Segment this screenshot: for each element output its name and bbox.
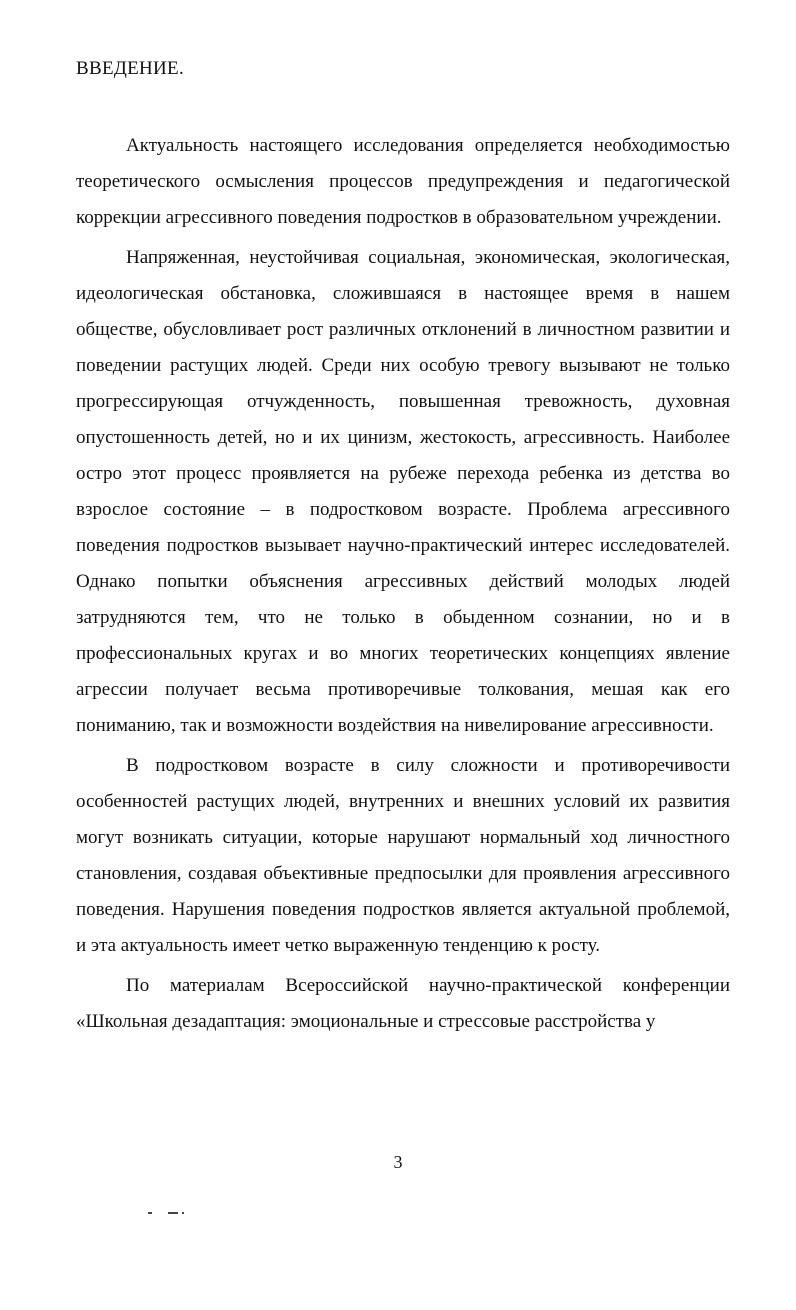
page-heading: ВВЕДЕНИЕ. (76, 58, 185, 79)
paragraph-social-context: Напряженная, неустойчивая социальная, экономическая, экологическая, идеологическая обстановка, сложившаяся в настоящее время в нашем обществе, обусловливает рост различных отклонений в личностном развитии и поведении растущих людей. Среди них особую тревогу вызывают не только прогрессирующая отчужденность, повышенная тревожность, духовная опустошенность детей, но и их цинизм, жестокость, агрессивность. Наиболее остро этот процесс проявляется на рубеже перехода ребенка из детства во взрослое состояние – в подростковом возрасте. Проблема агрессивного поведения подростков вызывает научно-практический интерес исследователей. Однако попытки объяснения агрессивных действий молодых людей затрудняются тем, что не только в обыденном сознании, но и в профессиональных кругах и во многих теоретических концепциях явление агрессии получает весьма противоречивые толкования, мешая как его пониманию, так и возможности воздействия на нивелирование агрессивности. (76, 247, 730, 736)
paragraph-conference: По материалам Всероссийской научно-практической конференции «Школьная дезадаптация: эмоциональные и стрессовые расстройства у (76, 975, 730, 1032)
body-text (76, 128, 730, 1044)
page-number: 3 (393, 1152, 403, 1172)
scan-artifact-mark (182, 1212, 184, 1214)
scan-artifact-mark (148, 1212, 152, 1214)
paragraph-adolescence: В подростковом возрасте в силу сложности и противоречивости особенностей растущих людей, внутренних и внешних условий их развития могут возникать ситуации, которые нарушают нормальный ход личностного становления, создавая объективные предпосылки для проявления агрессивного поведения. Нарушения поведения подростков является актуальной проблемой, и эта актуальность имеет четко выраженную тенденцию к росту. (76, 755, 730, 956)
scan-artifact-mark (168, 1212, 178, 1214)
paragraph-relevance: Актуальность настоящего исследования определяется необходимостью теоретического осмысления процессов предупреждения и педагогической коррекции агрессивного поведения подростков в образовательном учреждении. (76, 135, 730, 228)
